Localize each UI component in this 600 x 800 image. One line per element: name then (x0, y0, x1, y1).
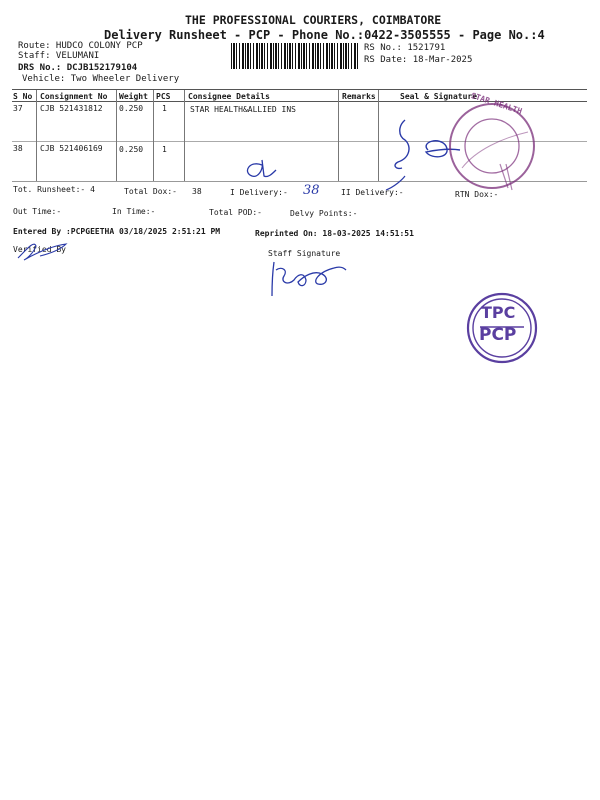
ii-delivery-label: II Delivery:- (341, 188, 404, 197)
stamp-tpc-text: TPC (481, 303, 516, 322)
reprinted-on: Reprinted On: 18-03-2025 14:51:51 (255, 229, 414, 238)
th-weight: Weight (119, 92, 148, 101)
total-pod-label: Total POD:- (209, 208, 262, 217)
th-consignee: Consignee Details (188, 92, 270, 101)
th-seal: Seal & Signature (400, 92, 478, 101)
row2-sno: 38 (13, 144, 23, 153)
i-delivery-handwritten: 38 (303, 183, 320, 198)
row2-weight: 0.250 (119, 145, 144, 154)
row2-pcs: 1 (162, 145, 167, 154)
rs-number: RS No.: 1521791 (364, 43, 446, 53)
th-pcs: PCS (156, 92, 171, 101)
row1-weight: 0.250 (119, 104, 144, 113)
total-dox-value: 38 (192, 187, 202, 196)
out-time-label: Out Time:- (13, 207, 62, 216)
handwritten-d-mark (247, 160, 276, 177)
in-time-label: In Time:- (112, 207, 156, 216)
th-remarks: Remarks (342, 92, 376, 101)
th-consignment: Consignment No (40, 92, 108, 101)
staff-label: Staff: VELUMANI (18, 51, 100, 61)
vehicle-label: Vehicle: Two Wheeler Delivery (22, 74, 180, 84)
i-delivery-label: I Delivery:- (230, 188, 288, 197)
delvy-points-label: Delvy Points:- (290, 209, 358, 218)
runsheet-title: Delivery Runsheet - PCP - Phone No.:0422-3505555 - Page No.:4 (104, 28, 545, 42)
row1-consignment: CJB 521431812 (40, 104, 103, 113)
staff-signature (272, 262, 346, 296)
row1-sno: 37 (13, 104, 23, 113)
company-title: THE PROFESSIONAL COURIERS, COIMBATORE (185, 13, 442, 27)
staff-signature-label: Staff Signature (268, 249, 341, 258)
company-seal (442, 98, 552, 198)
route-label: Route: HUDCO COLONY PCP (18, 41, 143, 51)
total-dox-label: Total Dox:- (124, 187, 177, 196)
verified-signature (18, 244, 66, 260)
stamp-pcp-text: PCP (479, 325, 517, 345)
seal-text: STAR HEALTH (469, 91, 524, 116)
row1-consignee: STAR HEALTH&ALLIED INS (190, 105, 296, 114)
th-sno: S No (13, 92, 33, 101)
verified-by-label: Verified By (13, 245, 66, 254)
entered-by: Entered By :PCPGEETHA 03/18/2025 2:51:21 PM (13, 227, 221, 236)
rtn-dox-label: RTN Dox:- (455, 190, 499, 199)
rs-date: RS Date: 18-Mar-2025 (364, 55, 473, 65)
total-runsheet: Tot. Runsheet:- 4 (13, 185, 95, 194)
row1-pcs: 1 (162, 104, 167, 113)
drs-number: DRS No.: DCJB152179104 (18, 63, 138, 73)
row2-consignment: CJB 521406169 (40, 144, 103, 153)
handwritten-tick (386, 176, 405, 190)
